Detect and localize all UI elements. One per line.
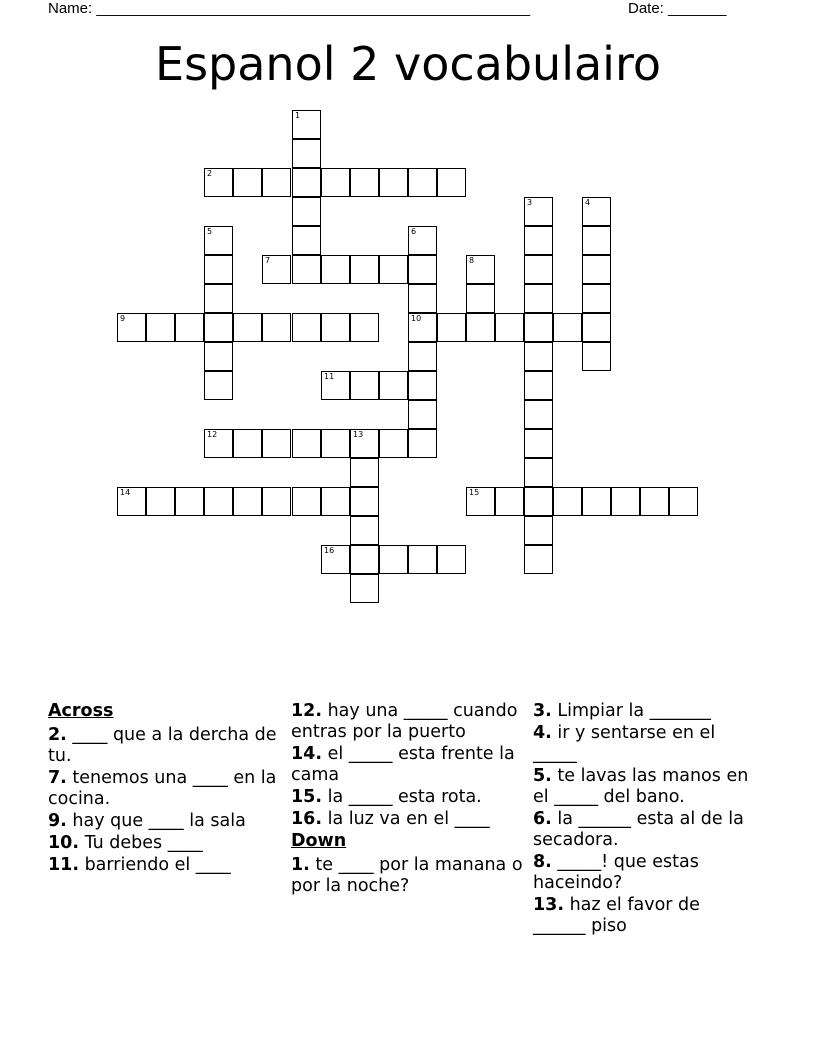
grid-cell[interactable] xyxy=(408,400,437,429)
clue-down-1 xyxy=(291,855,523,897)
clue-down-8 xyxy=(533,852,753,894)
clue-down-6 xyxy=(533,809,753,851)
clue-number: 9. xyxy=(48,811,67,831)
clue-text: tenemos una ____ en la cocina. xyxy=(48,768,277,809)
grid-cell[interactable] xyxy=(350,255,379,284)
down-heading: Down xyxy=(291,831,347,851)
cell-number: 14 xyxy=(120,488,131,497)
grid-cell[interactable] xyxy=(524,313,553,342)
grid-cell[interactable] xyxy=(262,487,291,516)
across-heading: Across xyxy=(48,701,114,721)
cell-number: 9 xyxy=(120,314,126,323)
clue-across-11 xyxy=(48,855,280,876)
clue-text: ____ que a la dercha de tu. xyxy=(48,725,277,766)
grid-cell[interactable] xyxy=(524,255,553,284)
grid-cell[interactable] xyxy=(292,139,321,168)
grid-cell[interactable] xyxy=(292,429,321,458)
grid-cell[interactable] xyxy=(204,168,233,197)
clue-across-7 xyxy=(48,768,280,810)
grid-cell[interactable] xyxy=(262,255,291,284)
clue-column-1 xyxy=(48,701,280,877)
grid-cell[interactable] xyxy=(524,226,553,255)
grid-cell[interactable] xyxy=(408,342,437,371)
grid-cell[interactable] xyxy=(408,545,437,574)
grid-cell[interactable] xyxy=(524,371,553,400)
grid-cell[interactable] xyxy=(321,545,350,574)
name-field-label: Name: ____________________________________________________ xyxy=(48,0,531,17)
clue-number: 15. xyxy=(291,787,323,807)
clue-text: la luz va en el ____ xyxy=(322,809,490,829)
clue-text: te ____ por la manana o por la noche? xyxy=(291,855,523,896)
grid-cell[interactable] xyxy=(204,284,233,313)
cell-number: 16 xyxy=(324,546,335,555)
grid-cell[interactable] xyxy=(582,226,611,255)
date-field-label: Date: _______ xyxy=(628,0,727,17)
grid-cell[interactable] xyxy=(175,487,204,516)
clue-number: 6. xyxy=(533,809,552,829)
clue-across-9 xyxy=(48,811,280,832)
grid-cell[interactable] xyxy=(350,545,379,574)
clue-across-16 xyxy=(291,809,523,830)
grid-cell[interactable] xyxy=(204,226,233,255)
grid-cell[interactable] xyxy=(262,168,291,197)
grid-cell[interactable] xyxy=(379,255,408,284)
grid-cell[interactable] xyxy=(233,487,262,516)
grid-cell[interactable] xyxy=(350,429,379,458)
grid-cell[interactable] xyxy=(146,313,175,342)
grid-cell[interactable] xyxy=(233,429,262,458)
cell-number: 13 xyxy=(353,430,364,439)
grid-cell[interactable] xyxy=(524,197,553,226)
grid-cell[interactable] xyxy=(204,429,233,458)
clue-text: ir y sentarse en el _____ xyxy=(533,723,716,764)
grid-cell[interactable] xyxy=(117,487,146,516)
clue-number: 13. xyxy=(533,895,565,915)
clue-number: 11. xyxy=(48,855,80,875)
grid-cell[interactable] xyxy=(524,284,553,313)
grid-cell[interactable] xyxy=(408,284,437,313)
clue-number: 14. xyxy=(291,744,323,764)
grid-cell[interactable] xyxy=(204,487,233,516)
grid-cell[interactable] xyxy=(582,313,611,342)
grid-cell[interactable] xyxy=(437,168,466,197)
cell-number: 11 xyxy=(324,372,335,381)
grid-cell[interactable] xyxy=(408,429,437,458)
clue-text: barriendo el ____ xyxy=(79,855,231,875)
clue-number: 7. xyxy=(48,768,67,788)
grid-cell[interactable] xyxy=(582,487,611,516)
grid-cell[interactable] xyxy=(408,313,437,342)
grid-cell[interactable] xyxy=(292,226,321,255)
cell-number: 2 xyxy=(207,169,213,178)
grid-cell[interactable] xyxy=(582,255,611,284)
clue-text: Limpiar la _______ xyxy=(551,701,711,721)
grid-cell[interactable] xyxy=(495,313,524,342)
clue-number: 16. xyxy=(291,809,323,829)
clue-number: 3. xyxy=(533,701,552,721)
grid-cell[interactable] xyxy=(437,313,466,342)
clue-number: 10. xyxy=(48,833,80,853)
clue-number: 1. xyxy=(291,855,310,875)
grid-cell[interactable] xyxy=(524,342,553,371)
grid-cell[interactable] xyxy=(175,313,204,342)
grid-cell[interactable] xyxy=(669,487,698,516)
clue-number: 8. xyxy=(533,852,552,872)
clue-number: 5. xyxy=(533,766,552,786)
clue-down-3 xyxy=(533,701,753,722)
cell-number: 4 xyxy=(585,198,591,207)
grid-cell[interactable] xyxy=(321,168,350,197)
grid-cell[interactable] xyxy=(350,313,379,342)
grid-cell[interactable] xyxy=(466,255,495,284)
clue-text: la ______ esta al de la secadora. xyxy=(533,809,744,850)
grid-cell[interactable] xyxy=(437,545,466,574)
cell-number: 6 xyxy=(411,227,417,236)
grid-cell[interactable] xyxy=(146,487,175,516)
cell-number: 5 xyxy=(207,227,213,236)
grid-cell[interactable] xyxy=(379,168,408,197)
grid-cell[interactable] xyxy=(466,313,495,342)
grid-cell[interactable] xyxy=(117,313,146,342)
cell-number: 10 xyxy=(411,314,422,323)
clue-column-2 xyxy=(291,701,523,898)
cell-number: 1 xyxy=(295,111,301,120)
clue-column-3 xyxy=(533,701,753,938)
grid-cell[interactable] xyxy=(292,197,321,226)
grid-cell[interactable] xyxy=(408,371,437,400)
clue-down-4 xyxy=(533,723,753,765)
grid-cell[interactable] xyxy=(204,313,233,342)
clue-text: te lavas las manos en el _____ del bano. xyxy=(533,766,749,807)
clue-text: _____! que estas haceindo? xyxy=(533,852,699,893)
clue-across-15 xyxy=(291,787,523,808)
grid-cell[interactable] xyxy=(350,516,379,545)
clue-text: hay que ____ la sala xyxy=(66,811,246,831)
clue-across-2 xyxy=(48,725,280,767)
clue-number: 4. xyxy=(533,723,552,743)
grid-cell[interactable] xyxy=(350,574,379,603)
grid-cell[interactable] xyxy=(350,487,379,516)
clue-text: hay una _____ cuando entras por la puerto xyxy=(291,701,518,742)
clue-across-10 xyxy=(48,833,280,854)
clue-number: 2. xyxy=(48,725,67,745)
clue-across-14 xyxy=(291,744,523,786)
grid-cell[interactable] xyxy=(321,371,350,400)
cell-number: 8 xyxy=(469,256,475,265)
grid-cell[interactable] xyxy=(321,487,350,516)
grid-cell[interactable] xyxy=(379,429,408,458)
grid-cell[interactable] xyxy=(582,197,611,226)
grid-cell[interactable] xyxy=(524,545,553,574)
grid-cell[interactable] xyxy=(524,516,553,545)
clue-down-5 xyxy=(533,766,753,808)
grid-cell[interactable] xyxy=(466,487,495,516)
grid-cell[interactable] xyxy=(204,371,233,400)
puzzle-title: Espanol 2 vocabulairo xyxy=(155,37,661,91)
grid-cell[interactable] xyxy=(233,313,262,342)
clue-text: haz el favor de ______ piso xyxy=(533,895,700,936)
grid-cell[interactable] xyxy=(582,342,611,371)
clue-text: Tu debes ____ xyxy=(79,833,203,853)
grid-cell[interactable] xyxy=(292,255,321,284)
grid-cell[interactable] xyxy=(262,429,291,458)
clue-down-13 xyxy=(533,895,753,937)
grid-cell[interactable] xyxy=(524,487,553,516)
grid-cell[interactable] xyxy=(204,255,233,284)
grid-cell[interactable] xyxy=(350,168,379,197)
cell-number: 15 xyxy=(469,488,480,497)
grid-cell[interactable] xyxy=(408,168,437,197)
grid-cell[interactable] xyxy=(495,487,524,516)
grid-cell[interactable] xyxy=(524,429,553,458)
grid-cell[interactable] xyxy=(292,168,321,197)
clue-number: 12. xyxy=(291,701,323,721)
grid-cell[interactable] xyxy=(582,284,611,313)
grid-cell[interactable] xyxy=(524,458,553,487)
grid-cell[interactable] xyxy=(553,313,582,342)
cell-number: 7 xyxy=(265,256,271,265)
grid-cell[interactable] xyxy=(292,313,321,342)
clue-text: el _____ esta frente la cama xyxy=(291,744,515,785)
grid-cell[interactable] xyxy=(640,487,669,516)
cell-number: 3 xyxy=(527,198,533,207)
grid-cell[interactable] xyxy=(233,168,262,197)
grid-cell[interactable] xyxy=(379,371,408,400)
grid-cell[interactable] xyxy=(292,487,321,516)
clue-text: la _____ esta rota. xyxy=(322,787,482,807)
grid-cell[interactable] xyxy=(321,429,350,458)
cell-number: 12 xyxy=(207,430,218,439)
clue-across-12 xyxy=(291,701,523,743)
grid-cell[interactable] xyxy=(553,487,582,516)
grid-cell[interactable] xyxy=(379,545,408,574)
grid-cell[interactable] xyxy=(204,342,233,371)
grid-cell[interactable] xyxy=(408,226,437,255)
grid-cell[interactable] xyxy=(262,313,291,342)
grid-cell[interactable] xyxy=(611,487,640,516)
grid-cell[interactable] xyxy=(466,284,495,313)
grid-cell[interactable] xyxy=(350,458,379,487)
grid-cell[interactable] xyxy=(321,313,350,342)
grid-cell[interactable] xyxy=(350,371,379,400)
grid-cell[interactable] xyxy=(524,400,553,429)
grid-cell[interactable] xyxy=(292,110,321,139)
grid-cell[interactable] xyxy=(321,255,350,284)
grid-cell[interactable] xyxy=(408,255,437,284)
